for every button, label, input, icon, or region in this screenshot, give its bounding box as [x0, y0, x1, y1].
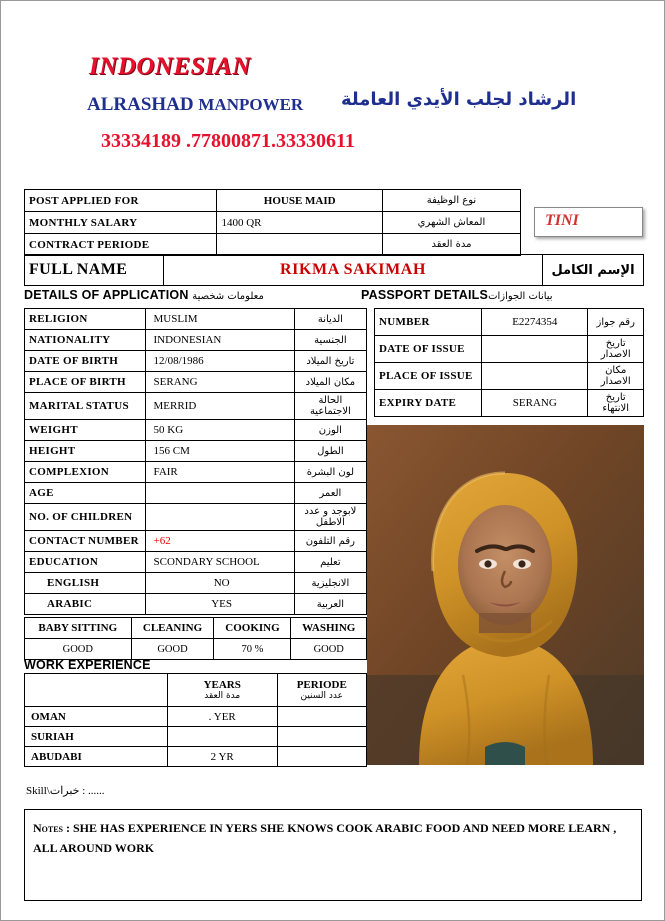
table-row	[25, 330, 367, 351]
post-label-2: CONTRACT PERIODE	[25, 234, 217, 256]
table-row	[25, 393, 367, 420]
company-title-sub-word1: ALRASHAD	[87, 94, 194, 115]
detail-value-10: +62	[145, 531, 294, 552]
table-row	[25, 727, 367, 747]
detail-arabic-4: الحالة الاجتماعية	[294, 393, 366, 420]
detail-arabic-9: لابوجد و عدد الاطفل	[294, 504, 366, 531]
detail-arabic-12: الانجليزية	[294, 573, 366, 594]
details-of-application-table	[24, 308, 367, 615]
detail-arabic-5: الوزن	[294, 420, 366, 441]
skill-note-line: Skill\خبرات : ......	[26, 785, 105, 797]
table-row	[25, 351, 367, 372]
work-header-period-text: PERIODE	[296, 679, 347, 691]
work-experience-table	[24, 673, 367, 767]
passport-label-3: EXPIRY DATE	[375, 390, 482, 417]
detail-label-6: HEIGHT	[25, 441, 146, 462]
detail-value-4: MERRID	[145, 393, 294, 420]
detail-value-1: INDONESIAN	[145, 330, 294, 351]
table-row	[25, 372, 367, 393]
table-row	[25, 190, 521, 212]
passport-label-0: NUMBER	[375, 309, 482, 336]
skill-value-2: 70 %	[214, 639, 291, 660]
work-country-0: OMAN	[25, 707, 168, 727]
detail-label-13: ARABIC	[25, 594, 146, 615]
work-experience-heading: WORK EXPERIENCE	[24, 658, 151, 672]
detail-label-2: DATE OF BIRTH	[25, 351, 146, 372]
detail-value-6: 156 CM	[145, 441, 294, 462]
passport-arabic-2: مكان الاصدار	[588, 363, 644, 390]
work-header-country	[25, 674, 168, 707]
passport-label-1: DATE OF ISSUE	[375, 336, 482, 363]
skill-value-1: GOOD	[131, 639, 214, 660]
passport-value-0: E2274354	[482, 309, 588, 336]
applicant-photo-image	[367, 425, 644, 765]
table-row	[25, 309, 367, 330]
detail-value-13: YES	[145, 594, 294, 615]
detail-label-8: AGE	[25, 483, 146, 504]
table-row	[25, 618, 367, 639]
passport-value-1	[482, 336, 588, 363]
full-name-label: FULL NAME	[25, 255, 164, 286]
company-title-arabic: الرشاد لجلب الأيدي العاملة	[341, 89, 577, 110]
detail-arabic-1: الجنسية	[294, 330, 366, 351]
applicant-photo	[367, 425, 644, 765]
skill-header-1: CLEANING	[131, 618, 214, 639]
detail-arabic-7: لون البشرة	[294, 462, 366, 483]
table-row	[25, 594, 367, 615]
table-row	[25, 234, 521, 256]
table-row	[25, 639, 367, 660]
skill-header-2: COOKING	[214, 618, 291, 639]
company-phone-numbers: 33334189 .77800871.33330611	[101, 130, 355, 152]
table-row	[25, 552, 367, 573]
table-row	[25, 747, 367, 767]
table-row	[375, 363, 644, 390]
detail-arabic-6: الطول	[294, 441, 366, 462]
table-row	[375, 336, 644, 363]
post-value-2	[217, 234, 382, 256]
detail-value-11: SCONDARY SCHOOL	[145, 552, 294, 573]
table-row	[25, 573, 367, 594]
passport-arabic-0: رقم جواز	[588, 309, 644, 336]
table-row	[25, 420, 367, 441]
detail-arabic-8: العمر	[294, 483, 366, 504]
work-period-0	[277, 707, 367, 727]
post-applied-table	[24, 189, 521, 256]
detail-label-3: PLACE OF BIRTH	[25, 372, 146, 393]
table-row	[25, 483, 367, 504]
detail-label-9: NO. OF CHILDREN	[25, 504, 146, 531]
table-row	[25, 531, 367, 552]
detail-value-7: FAIR	[145, 462, 294, 483]
work-header-period-arabic: عدد السنين	[300, 691, 344, 701]
passport-arabic-3: تاريخ الانتهاء	[588, 390, 644, 417]
passport-section-heading	[361, 288, 553, 302]
detail-arabic-0: الديانة	[294, 309, 366, 330]
work-years-1	[167, 727, 277, 747]
detail-label-11: EDUCATION	[25, 552, 146, 573]
detail-arabic-3: مكان الميلاد	[294, 372, 366, 393]
post-arabic-1: المعاش الشهري	[382, 212, 520, 234]
detail-value-12: NO	[145, 573, 294, 594]
post-label-0: POST APPLIED FOR	[25, 190, 217, 212]
details-section-heading	[24, 288, 264, 302]
detail-value-2: 12/08/1986	[145, 351, 294, 372]
post-arabic-0: نوع الوظيفة	[382, 190, 520, 212]
table-row	[25, 441, 367, 462]
passport-value-2	[482, 363, 588, 390]
detail-label-7: COMPLEXION	[25, 462, 146, 483]
skill-value-0: GOOD	[25, 639, 132, 660]
passport-heading-arabic: بيانات الجوازات	[488, 291, 553, 302]
work-header-years	[167, 674, 277, 707]
notes-text: Notes : SHE HAS EXPERIENCE IN YERS SHE KNOWS COOK ARABIC FOOD AND NEED MORE LEARN , ALL AROUND WORK	[33, 821, 617, 855]
detail-value-5: 50 KG	[145, 420, 294, 441]
table-row	[375, 309, 644, 336]
detail-arabic-10: رقم التلفون	[294, 531, 366, 552]
passport-details-table	[374, 308, 644, 417]
detail-value-9	[145, 504, 294, 531]
detail-label-4: MARITAL STATUS	[25, 393, 146, 420]
skills-table	[24, 617, 367, 660]
post-value-0: HOUSE MAID	[217, 190, 382, 212]
table-row	[375, 390, 644, 417]
skill-header-0: BABY SITTING	[25, 618, 132, 639]
post-value-1: 1400 QR	[217, 212, 382, 234]
detail-arabic-13: العربية	[294, 594, 366, 615]
applicant-code-text: TINI	[545, 212, 579, 229]
detail-label-1: NATIONALITY	[25, 330, 146, 351]
table-row	[25, 212, 521, 234]
post-label-1: MONTHLY SALARY	[25, 212, 217, 234]
notes-box	[24, 809, 642, 901]
passport-value-3: SERANG	[482, 390, 588, 417]
skill-value-3: GOOD	[291, 639, 367, 660]
detail-label-10: CONTACT NUMBER	[25, 531, 146, 552]
work-period-1	[277, 727, 367, 747]
detail-value-8	[145, 483, 294, 504]
work-header-years-text: YEARS	[203, 679, 241, 691]
applicant-code-box	[534, 207, 643, 237]
details-heading-text: DETAILS OF APPLICATION	[24, 288, 189, 302]
company-title-sub	[87, 94, 303, 116]
passport-label-2: PLACE OF ISSUE	[375, 363, 482, 390]
work-header-period	[277, 674, 367, 707]
passport-heading-text: PASSPORT DETAILS	[361, 288, 489, 302]
table-row	[25, 255, 644, 286]
table-row	[25, 674, 367, 707]
detail-arabic-11: تعليم	[294, 552, 366, 573]
table-row	[25, 504, 367, 531]
work-period-2	[277, 747, 367, 767]
table-row	[25, 462, 367, 483]
work-header-years-arabic: مدة العقد	[204, 691, 241, 701]
details-heading-arabic: معلومات شخصية	[192, 291, 264, 302]
full-name-value: RIKMA SAKIMAH	[164, 255, 543, 286]
detail-value-3: SERANG	[145, 372, 294, 393]
company-title-main: INDONESIAN	[89, 53, 251, 80]
table-row	[25, 707, 367, 727]
detail-label-0: RELIGION	[25, 309, 146, 330]
company-title-sub-word2: MANPOWER	[198, 95, 304, 114]
skill-header-3: WASHING	[291, 618, 367, 639]
full-name-arabic: الإسم الكامل	[543, 255, 644, 286]
passport-arabic-1: تاريخ الاصدار	[588, 336, 644, 363]
post-arabic-2: مدة العقد	[382, 234, 520, 256]
full-name-table	[24, 254, 644, 286]
detail-label-5: WEIGHT	[25, 420, 146, 441]
work-country-1: SURIAH	[25, 727, 168, 747]
work-country-2: ABUDABI	[25, 747, 168, 767]
detail-label-12: ENGLISH	[25, 573, 146, 594]
document-header	[1, 1, 664, 152]
work-years-0: . YER	[167, 707, 277, 727]
detail-arabic-2: تاريخ الميلاد	[294, 351, 366, 372]
work-years-2: 2 YR	[167, 747, 277, 767]
detail-value-0: MUSLIM	[145, 309, 294, 330]
